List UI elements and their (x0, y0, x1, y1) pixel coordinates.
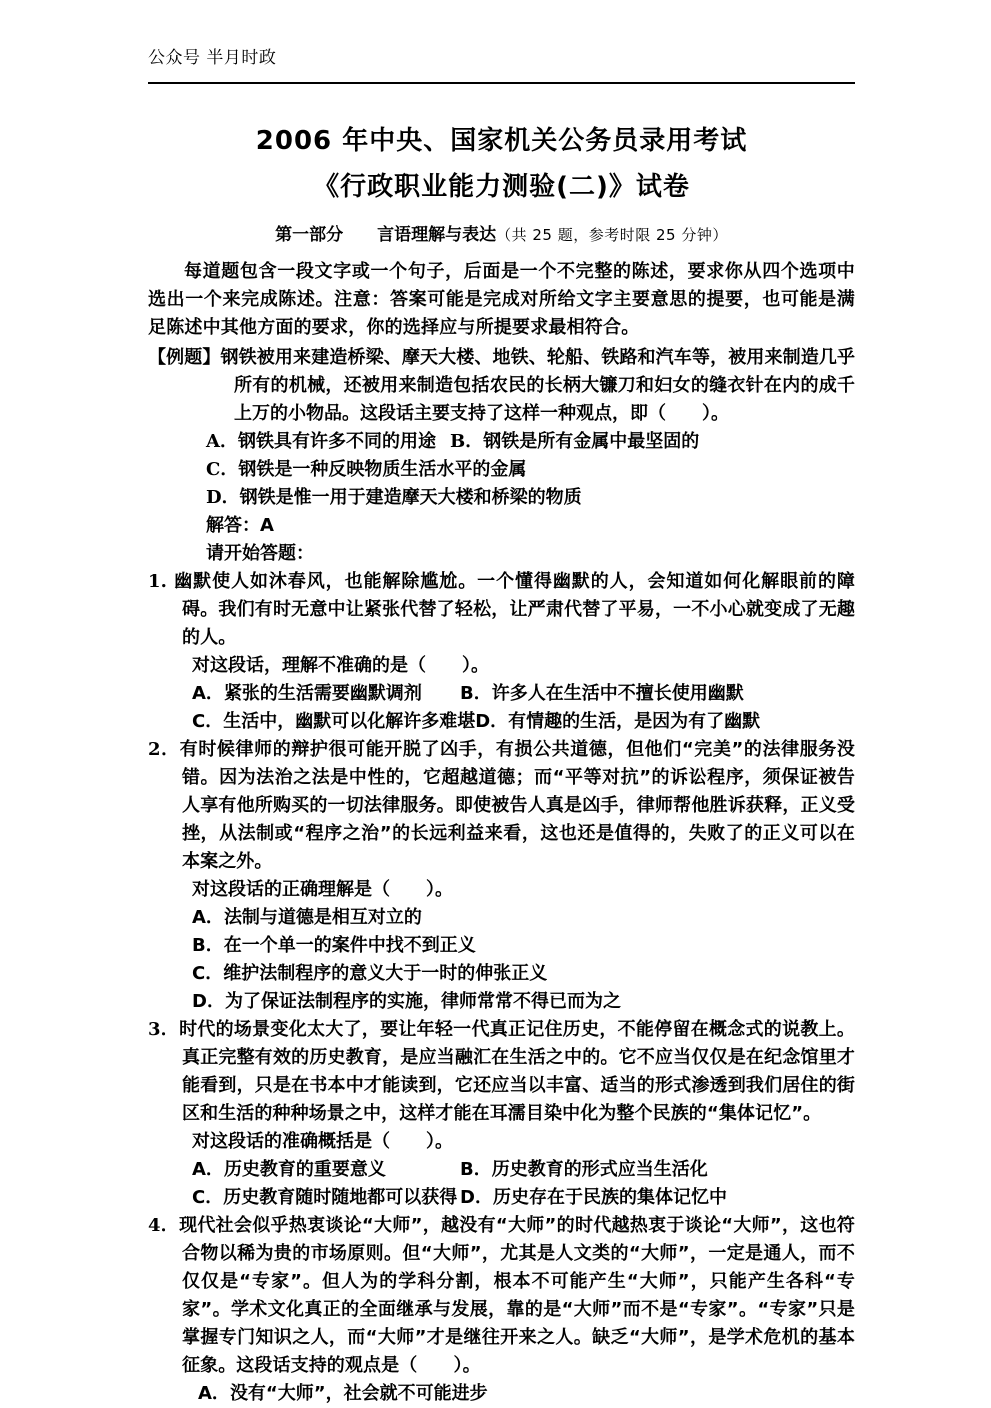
instructions-paragraph: 每道题包含一段文字或一个句子，后面是一个不完整的陈述，要求你从四个选项中选出一个来完成陈述。注意：答案可能是完成对所给文字主要意思的提要，也可能是满足陈述中其他方面的要求，你的选择应与所提要求最相符合。 (148, 261, 855, 338)
document-content (148, 122, 855, 1408)
question-2-option-b[interactable] (148, 932, 855, 960)
question-4-option-a[interactable] (148, 1380, 855, 1408)
question-2-option-d-label: D． (192, 991, 225, 1012)
question-1-option-row-ab (148, 680, 855, 708)
question-2-number: 2． (148, 739, 180, 760)
question-2-option-d-text: 为了保证法制程序的实施，律师常常不得已而为之 (224, 991, 621, 1012)
question-1-option-a-label: A． (192, 683, 224, 704)
question-3-option-d[interactable] (460, 1187, 727, 1208)
question-2-option-c-text: 维护法制程序的意义大于一时的伸张正义 (223, 963, 548, 984)
question-2-passage (148, 736, 855, 876)
question-1 (148, 568, 855, 736)
example-option-a-label: A． (206, 431, 238, 452)
example-option-b-label: B． (450, 431, 484, 452)
question-1-options (148, 680, 855, 736)
question-3-option-row-ab (148, 1156, 855, 1184)
question-3-stem: 对这段话的准确概括是（ ）。 (192, 1131, 453, 1152)
question-2-option-c[interactable] (148, 960, 855, 988)
document-title-line2: 《行政职业能力测验(二)》试卷 (313, 172, 690, 202)
example-option-b-text: 钢铁是所有金属中最坚固的 (483, 431, 700, 452)
question-3-option-d-text: 历史存在于民族的集体记忆中 (492, 1187, 727, 1208)
question-1-option-c-text: 生活中，幽默可以化解许多难堪 (223, 711, 476, 732)
section-part-label: 第一部分 (275, 225, 344, 245)
example-option-a-text: 钢铁具有许多不同的用途 (237, 431, 436, 452)
question-4-option-a-label: A． (198, 1383, 230, 1404)
section-meta-label: （共 25 题，参考时限 25 分钟） (496, 226, 728, 244)
example-option-d-text: 钢铁是惟一用于建造摩天大楼和桥梁的物质 (239, 487, 582, 508)
question-1-option-b-label: B． (460, 683, 492, 704)
example-option-c-label: C． (206, 459, 239, 480)
question-3-option-b-text: 历史教育的形式应当生活化 (491, 1159, 708, 1180)
question-1-option-row-cd (148, 708, 855, 736)
question-3-option-row-cd (148, 1184, 855, 1212)
question-3-option-a-label: A． (192, 1159, 224, 1180)
question-1-option-d-text: 有情趣的生活，是因为有了幽默 (508, 711, 761, 732)
section-name-label: 言语理解与表达 (377, 225, 497, 245)
question-3-passage (148, 1016, 855, 1128)
header-label: 公众号 半月时政 (148, 48, 277, 68)
question-1-option-d[interactable] (475, 711, 760, 732)
question-3-options (148, 1156, 855, 1212)
question-2-option-b-text: 在一个单一的案件中找不到正义 (223, 935, 476, 956)
question-2-stem: 对这段话的正确理解是（ ）。 (192, 879, 453, 900)
example-option-c-text: 钢铁是一种反映物质生活水平的金属 (238, 459, 527, 480)
document-title-line1: 2006 年中央、国家机关公务员录用考试 (255, 126, 748, 156)
question-1-passage (148, 568, 855, 652)
question-1-option-b[interactable] (460, 683, 744, 704)
example-answer: 解答：A (206, 515, 274, 536)
question-1-option-a-text: 紧张的生活需要幽默调剂 (223, 683, 422, 704)
example-option-row-d (148, 484, 855, 512)
question-1-option-c-label: C． (192, 711, 224, 732)
example-option-d-label: D． (206, 487, 240, 508)
section-heading (148, 222, 855, 248)
question-3-option-b[interactable] (460, 1159, 708, 1180)
question-2-option-a[interactable] (148, 904, 855, 932)
question-3-option-a[interactable] (192, 1156, 460, 1184)
question-1-number: 1. (148, 571, 167, 592)
question-2-option-b-label: B． (192, 935, 224, 956)
page-header (148, 46, 855, 84)
question-4-number: 4． (148, 1215, 180, 1236)
question-3-option-c-label: C． (192, 1187, 224, 1208)
question-3-option-a-text: 历史教育的重要意义 (223, 1159, 386, 1180)
question-4-passage (148, 1212, 855, 1380)
example-text: 钢铁被用来建造桥梁、摩天大楼、地铁、轮船、铁路和汽车等，被用来制造几乎所有的机械，还被用来制造包括农民的长柄大镰刀和妇女的缝衣针在内的成千上万的小物品。这段话主要支持了这样一种观点，即（ ）。 (220, 347, 856, 424)
example-option-row-c (148, 456, 855, 484)
question-4-passage-text: 现代社会似乎热衷谈论“大师”，越没有“大师”的时代越热衷于谈论“大师”，这也符合物以稀为贵的市场原则。但“大师”，尤其是人文类的“大师”，一定是通人，而不仅仅是“专家”。但人为的学科分割，根本不可能产生“大师”，只能产生各科“专家”。学术文化真正的全面继承与发展，靠的是“大师”而不是“专家”。“专家”只是掌握专门知识之人，而“大师”才是继往开来之人。缺乏“大师”，是学术危机的基本征象。这段话支持的观点是（ ）。 (179, 1215, 855, 1376)
question-3 (148, 1016, 855, 1212)
question-2-option-a-text: 法制与道德是相互对立的 (223, 907, 422, 928)
example-option-row-ab (148, 428, 855, 456)
question-2-option-d[interactable] (148, 988, 855, 1016)
question-1-option-d-label: D． (475, 711, 509, 732)
question-1-passage-text: 幽默使人如沐春风，也能解除尴尬。一个懂得幽默的人，会知道如何化解眼前的障碍。我们有时无意中让紧张代替了轻松，让严肃代替了平易，一不小心就变成了无趣的人。 (174, 571, 855, 648)
question-3-passage-text: 时代的场景变化太大了，要让年轻一代真正记住历史，不能停留在概念式的说教上。真正完整有效的历史教育，是应当融汇在生活之中的。它不应当仅仅是在纪念馆里才能看到，只是在书本中才能读到，它还应当以丰富、适当的形式渗透到我们居住的街区和生活的种种场景之中，这样才能在耳濡目染中化为整个民族的“集体记忆”。 (179, 1019, 855, 1124)
question-2-options (148, 904, 855, 1016)
question-4-option-a-text: 没有“大师”，社会就不可能进步 (229, 1383, 488, 1404)
question-2-passage-text: 有时候律师的辩护很可能开脱了凶手，有损公共道德，但他们“完美”的法律服务没错。因为法治之法是中性的，它超越道德；而“平等对抗”的诉讼程序，须保证被告人享有他所购买的一切法律服务。即使被告人真是凶手，律师帮他胜诉获释，正义受挫，从法制或“程序之治”的长远利益来看，这也还是值得的，失败了的正义可以在本案之外。 (179, 739, 856, 872)
question-3-option-c[interactable] (192, 1184, 460, 1212)
example-option-a (206, 428, 450, 456)
question-4 (148, 1212, 855, 1408)
example-tag: 【例题】 (148, 347, 221, 368)
question-2-option-a-label: A． (192, 907, 224, 928)
begin-prompt: 请开始答题： (206, 543, 314, 564)
question-2 (148, 736, 855, 1016)
question-2-option-c-label: C． (192, 963, 224, 984)
question-3-number: 3． (148, 1019, 180, 1040)
question-3-option-b-label: B． (460, 1159, 492, 1180)
question-1-stem: 对这段话，理解不准确的是（ ）。 (192, 655, 489, 676)
question-1-option-a[interactable] (192, 680, 460, 708)
example-question (148, 344, 855, 428)
question-3-option-c-text: 历史教育随时随地都可以获得 (223, 1187, 458, 1208)
question-1-option-c[interactable] (192, 708, 475, 736)
question-3-option-d-label: D． (460, 1187, 493, 1208)
question-1-option-b-text: 许多人在生活中不擅长使用幽默 (491, 683, 744, 704)
header-divider (148, 82, 855, 84)
example-option-b (450, 428, 699, 456)
